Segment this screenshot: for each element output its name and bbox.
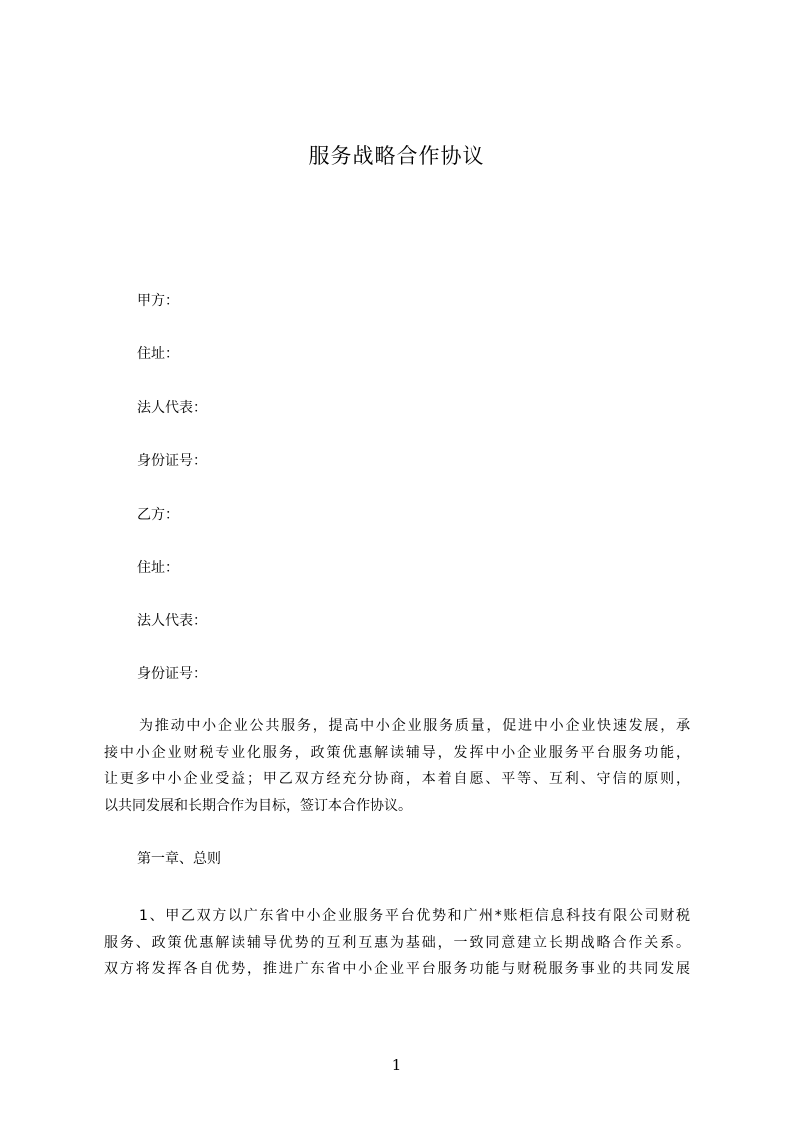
intro-line: 为推动中小企业公共服务，提高中小企业服务质量，促进中小企业快速发展，承	[139, 718, 690, 734]
clause-line: 双方将发挥各自优势，推进广东省中小企业平台服务功能与财税服务事业的共同发展	[104, 961, 690, 978]
intro-paragraph	[104, 713, 690, 820]
party-b-label: 乙方：	[137, 507, 179, 523]
intro-line: 以共同发展和长期合作为目标，签订本合作协议。	[104, 798, 412, 815]
intro-line: 让更多中小企业受益；甲乙双方经充分协商，本着自愿、平等、互利、守信的原则，	[104, 771, 690, 788]
document-title: 服务战略合作协议	[308, 144, 485, 168]
chapter-heading: 第一章、总则	[137, 851, 221, 867]
party-a-label: 甲方：	[137, 293, 179, 309]
clause-line: 服务、政策优惠解读辅导优势的互利互惠为基础，一致同意建立长期战略合作关系。	[104, 934, 690, 951]
clause-paragraph	[104, 903, 690, 983]
party-b-id-number-label: 身份证号：	[137, 666, 207, 682]
party-b-address-label: 住址：	[137, 560, 179, 576]
party-b-legal-rep-label: 法人代表：	[137, 613, 207, 629]
page-number: 1	[391, 1056, 402, 1074]
clause-line: 1、甲乙双方以广东省中小企业服务平台优势和广州*账柜信息科技有限公司财税	[139, 908, 690, 924]
intro-line: 接中小企业财税专业化服务，政策优惠解读辅导，发挥中小企业服务平台服务功能，	[104, 744, 690, 761]
party-a-id-number-label: 身份证号：	[137, 453, 207, 469]
party-a-address-label: 住址：	[137, 346, 179, 362]
party-a-legal-rep-label: 法人代表：	[137, 400, 207, 416]
